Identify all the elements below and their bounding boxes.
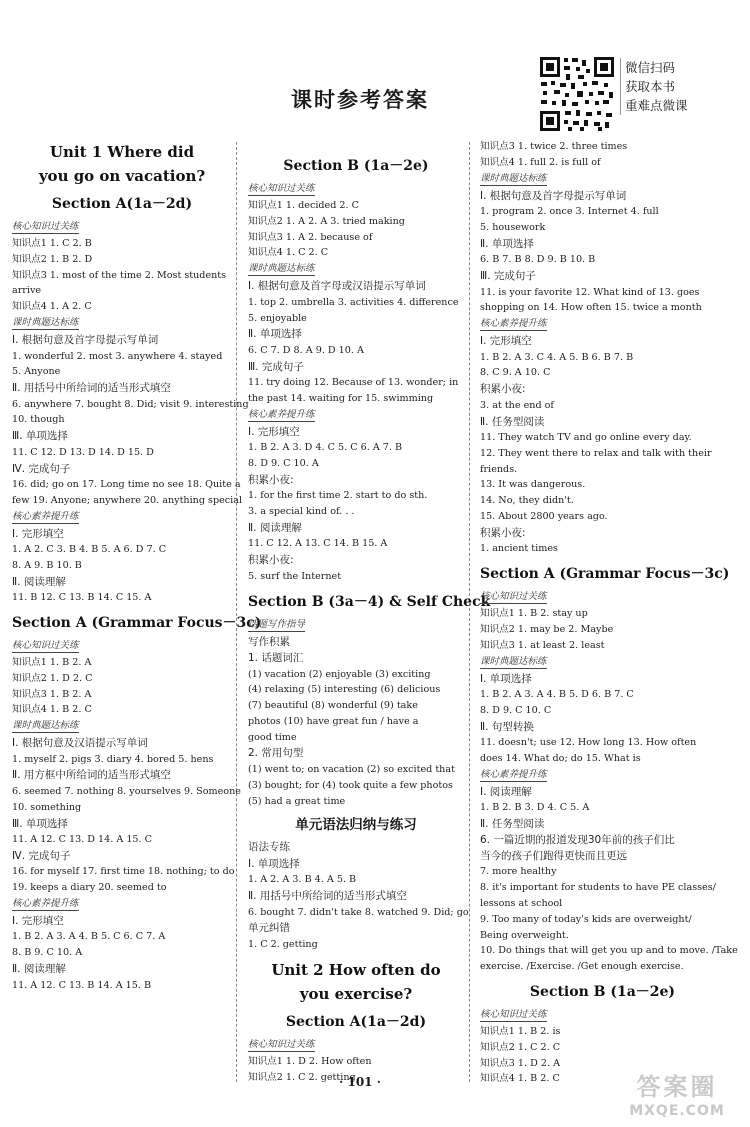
exercise-label: Ⅱ. 阅读理解 bbox=[12, 963, 66, 975]
answer-line: 知识点4 1. B 2. C bbox=[12, 704, 92, 715]
answer-line: 知识点3 1. at least 2. least bbox=[480, 640, 605, 651]
exercise-tag: 核心知识过关练 bbox=[480, 591, 547, 602]
exercise-tag: 核心素养提升练 bbox=[248, 409, 315, 420]
answer-line: 知识点1 1. B 2. A bbox=[12, 657, 92, 668]
watermark-logo-text: 答案圈 bbox=[636, 1073, 718, 1101]
answer-line: 8. D 9. C 10. C bbox=[480, 705, 552, 716]
answer-line: shopping on 14. How often 15. twice a month bbox=[480, 302, 702, 313]
answer-line: (1) vacation (2) enjoyable (3) exciting bbox=[248, 669, 431, 680]
exercise-tag: 课时典题达标练 bbox=[480, 656, 547, 667]
exercise-label: Ⅲ. 单项选择 bbox=[12, 430, 68, 442]
answer-line: 1. C 2. getting bbox=[248, 939, 318, 950]
answer-line: good time bbox=[248, 732, 297, 743]
answer-line: 16. for myself 17. first time 18. nothing; to do bbox=[12, 866, 235, 877]
exercise-tag: 核心素养提升练 bbox=[12, 511, 79, 522]
exercise-label: Ⅱ. 单项选择 bbox=[480, 238, 534, 250]
exercise-label: 积累小夜: bbox=[480, 527, 526, 539]
answer-line: 11. doesn't; use 12. How long 13. How often bbox=[480, 737, 697, 748]
exercise-tag: 课时典题达标练 bbox=[248, 263, 315, 274]
answer-line: (7) beautiful (8) wonderful (9) take bbox=[248, 700, 418, 711]
exercise-label: 1. 话题词汇 bbox=[248, 652, 304, 664]
exercise-label: 单元纠错 bbox=[248, 922, 290, 934]
answer-line: 14. No, they didn't. bbox=[480, 495, 574, 506]
exercise-label: Ⅳ. 完成句子 bbox=[12, 463, 71, 475]
answer-line: 知识点4 1. C 2. C bbox=[248, 247, 329, 258]
exercise-tag: 核心知识过关练 bbox=[248, 1039, 315, 1050]
answer-line: 9. Too many of today's kids are overweight/ bbox=[480, 914, 692, 925]
answer-line: the past 14. waiting for 15. swimming bbox=[248, 393, 434, 404]
exercise-label: 积累小夜: bbox=[248, 554, 294, 566]
answer-line: 1. top 2. umbrella 3. activities 4. difference bbox=[248, 297, 459, 308]
unit-title: Unit 1 Where did bbox=[49, 143, 195, 161]
answer-line: 知识点3 1. B 2. A bbox=[12, 689, 92, 700]
answer-line: 知识点3 1. D 2. A bbox=[480, 1058, 561, 1069]
qr-caption-line: 微信扫码 bbox=[625, 60, 676, 75]
exercise-tag: 话题写作指导 bbox=[248, 619, 306, 630]
answer-line: 15. About 2800 years ago. bbox=[480, 511, 608, 522]
answer-line: 1. B 2. A 3. C 4. A 5. B 6. B 7. B bbox=[480, 352, 634, 363]
answer-line: 8. C 9. A 10. C bbox=[480, 367, 551, 378]
answer-line: 12. They went there to relax and talk with their bbox=[480, 448, 712, 459]
exercise-label: Ⅰ. 完形填空 bbox=[248, 426, 300, 438]
exercise-label: Ⅱ. 用方框中所给词的适当形式填空 bbox=[12, 769, 171, 781]
answer-line: 1. ancient times bbox=[480, 543, 558, 554]
exercise-label: Ⅱ. 用括号中所给词的适当形式填空 bbox=[12, 382, 171, 394]
answer-line: few 19. Anyone; anywhere 20. anything special bbox=[12, 495, 243, 506]
section-heading: Section A (Grammar Focus－3c) bbox=[480, 566, 730, 582]
exercise-label: Ⅰ. 根据句意及首字母或汉语提示写单词 bbox=[248, 280, 426, 292]
answer-line: 5. housework bbox=[480, 222, 546, 233]
answer-line: 知识点1 1. decided 2. C bbox=[248, 200, 359, 211]
answer-line: (1) went to; on vacation (2) so excited that bbox=[248, 764, 455, 775]
answer-line: 3. a special kind of. . . bbox=[248, 506, 355, 517]
answer-line: 11. try doing 12. Because of 13. wonder; in bbox=[248, 377, 459, 388]
answer-line: 知识点2 1. B 2. D bbox=[12, 254, 93, 265]
watermark bbox=[612, 1072, 742, 1124]
exercise-label: Ⅰ. 根据句意及首字母提示写单词 bbox=[12, 334, 159, 346]
answer-line: 11. C 12. A 13. C 14. B 15. A bbox=[248, 538, 388, 549]
answer-line: 1. A 2. C 3. B 4. B 5. A 6. D 7. C bbox=[12, 544, 167, 555]
exercise-label: 积累小夜: bbox=[248, 474, 294, 486]
answer-line: 10. though bbox=[12, 414, 65, 425]
unit-title: you exercise? bbox=[299, 985, 413, 1003]
answer-line: 11. A 12. C 13. B 14. A 15. B bbox=[12, 980, 152, 991]
answer-line: 3. at the end of bbox=[480, 400, 554, 411]
answer-line: 11. A 12. C 13. D 14. A 15. C bbox=[12, 834, 152, 845]
answer-line: 6. B 7. B 8. D 9. B 10. B bbox=[480, 254, 596, 265]
exercise-tag: 核心素养提升练 bbox=[12, 898, 79, 909]
exercise-label: 2. 常用句型 bbox=[248, 747, 304, 759]
answer-line: 1. myself 2. pigs 3. diary 4. bored 5. hens bbox=[12, 754, 214, 765]
exercise-label: 语法专练 bbox=[248, 841, 290, 853]
exercise-tag: 课时典题达标练 bbox=[12, 720, 79, 731]
answer-line: 11. B 12. C 13. B 14. C 15. A bbox=[12, 592, 152, 603]
answer-line: 知识点3 1. twice 2. three times bbox=[480, 141, 628, 152]
exercise-label: Ⅳ. 完成句子 bbox=[12, 850, 71, 862]
exercise-label: Ⅰ. 完形填空 bbox=[12, 528, 64, 540]
page-title: 课时参考答案 bbox=[291, 88, 429, 112]
answer-line: 11. is your favorite 12. What kind of 13. goes bbox=[480, 287, 700, 298]
answer-line: 11. C 12. D 13. D 14. D 15. D bbox=[12, 447, 154, 458]
answer-line: 6. anywhere 7. bought 8. Did; visit 9. interesting bbox=[12, 399, 249, 410]
answer-line: 知识点3 1. most of the time 2. Most students bbox=[12, 270, 227, 281]
answer-line: 知识点2 1. A 2. A 3. tried making bbox=[248, 216, 405, 227]
exercise-label: Ⅰ. 完形填空 bbox=[480, 335, 532, 347]
page-number: · 101 · bbox=[339, 1075, 381, 1089]
answer-line: (5) had a great time bbox=[248, 796, 346, 807]
answer-line: 1. B 2. A 3. D 4. C 5. C 6. A 7. B bbox=[248, 442, 403, 453]
section-heading: 单元语法归纳与练习 bbox=[295, 817, 417, 833]
exercise-label: 积累小夜: bbox=[480, 383, 526, 395]
answer-line: (4) relaxing (5) interesting (6) delicious bbox=[248, 684, 441, 695]
unit-title: you go on vacation? bbox=[38, 167, 206, 185]
section-heading: Section B (1a－2e) bbox=[529, 984, 676, 1000]
answer-line: does 14. What do; do 15. What is bbox=[480, 753, 641, 764]
exercise-label: Ⅰ. 根据句意及汉语提示写单词 bbox=[12, 737, 148, 749]
exercise-tag: 核心知识过关练 bbox=[480, 1009, 547, 1020]
answer-line: 知识点1 1. B 2. stay up bbox=[480, 608, 588, 619]
exercise-tag: 核心知识过关练 bbox=[248, 183, 315, 194]
exercise-label: Ⅲ. 完成句子 bbox=[480, 270, 536, 282]
answer-line: 知识点2 1. D 2. C bbox=[12, 673, 93, 684]
answer-line: 知识点2 1. may be 2. Maybe bbox=[480, 624, 614, 635]
answer-line: (3) bought; for (4) took quite a few photos bbox=[248, 780, 453, 791]
qr-caption-line: 获取本书 bbox=[625, 79, 676, 94]
answer-line: 16. did; go on 17. Long time no see 18. Quite a bbox=[12, 479, 241, 490]
answer-line: 1. B 2. B 3. D 4. C 5. A bbox=[480, 802, 590, 813]
section-heading: Section B (3a－4) & Self Check bbox=[248, 594, 491, 610]
answer-line: exercise. /Exercise. /Get enough exercise. bbox=[480, 961, 684, 972]
answer-line: Being overweight. bbox=[480, 930, 569, 941]
answer-line: 知识点1 1. C 2. B bbox=[12, 238, 92, 249]
answer-line: 6. 一篇近期的报道发现30年前的孩子们比 bbox=[480, 834, 675, 846]
answer-line: 6. bought 7. didn't take 8. watched 9. Did; go bbox=[248, 907, 469, 918]
answer-line: 知识点2 1. C 2. getting bbox=[248, 1072, 356, 1083]
answer-line: lessons at school bbox=[480, 898, 563, 909]
answer-line: 5. Anyone bbox=[12, 366, 61, 377]
section-heading: Section A (Grammar Focus－3c) bbox=[12, 615, 262, 631]
answer-line: 5. enjoyable bbox=[248, 313, 307, 324]
qr-caption-line: 重难点微课 bbox=[625, 98, 688, 113]
answer-line: 1. B 2. A 3. A 4. B 5. D 6. B 7. C bbox=[480, 689, 634, 700]
exercise-tag: 课时典题达标练 bbox=[12, 317, 79, 328]
answer-line: 1. wonderful 2. most 3. anywhere 4. stayed bbox=[12, 351, 223, 362]
exercise-label: 写作积累 bbox=[248, 636, 290, 648]
answer-line: 知识点3 1. A 2. because of bbox=[248, 232, 373, 243]
answer-line: 7. more healthy bbox=[480, 866, 557, 877]
exercise-label: Ⅱ. 任务型阅读 bbox=[480, 818, 545, 830]
answer-line: 11. They watch TV and go online every day. bbox=[480, 432, 692, 443]
section-heading: Section A(1a－2d) bbox=[285, 1014, 427, 1030]
exercise-label: Ⅲ. 单项选择 bbox=[12, 818, 68, 830]
qr-code-icon bbox=[538, 55, 616, 133]
exercise-tag: 核心素养提升练 bbox=[480, 318, 547, 329]
exercise-label: Ⅱ. 单项选择 bbox=[248, 328, 302, 340]
answer-line: 6. seemed 7. nothing 8. yourselves 9. Someone bbox=[12, 786, 241, 797]
answer-line: 当今的孩子们跑得更快而且更远 bbox=[480, 850, 627, 862]
exercise-label: Ⅰ. 单项选择 bbox=[248, 858, 300, 870]
answer-line: 1. for the first time 2. start to do sth. bbox=[248, 490, 428, 501]
exercise-label: Ⅰ. 阅读理解 bbox=[480, 786, 532, 798]
section-heading: Section B (1a－2e) bbox=[283, 158, 429, 174]
exercise-label: Ⅰ. 单项选择 bbox=[480, 673, 532, 685]
answer-line: 1. B 2. A 3. A 4. B 5. C 6. C 7. A bbox=[12, 931, 166, 942]
answer-line: 8. A 9. B 10. B bbox=[12, 560, 82, 571]
unit-title: Unit 2 How often do bbox=[271, 961, 441, 979]
exercise-label: Ⅲ. 完成句子 bbox=[248, 361, 304, 373]
exercise-tag: 核心知识过关练 bbox=[12, 221, 79, 232]
exercise-label: Ⅱ. 任务型阅读 bbox=[480, 416, 545, 428]
answer-line: 6. C 7. D 8. A 9. D 10. A bbox=[248, 345, 364, 356]
answer-line: 8. D 9. C 10. A bbox=[248, 458, 319, 469]
answer-line: 10. Do things that will get you up and to move. /Take bbox=[480, 945, 738, 956]
answer-line: photos (10) have great fun / have a bbox=[248, 716, 419, 727]
answer-line: 10. something bbox=[12, 802, 82, 813]
answer-line: 19. keeps a diary 20. seemed to bbox=[12, 882, 167, 893]
answer-line: 知识点1 1. D 2. How often bbox=[248, 1056, 372, 1067]
qr-caption bbox=[620, 58, 727, 115]
answer-line: 知识点1 1. B 2. is bbox=[480, 1026, 561, 1037]
answer-line: 知识点2 1. C 2. C bbox=[480, 1042, 561, 1053]
answer-line: 知识点4 1. A 2. C bbox=[12, 301, 92, 312]
answer-line: arrive bbox=[12, 285, 42, 296]
answer-line: 知识点4 1. B 2. C bbox=[480, 1073, 560, 1084]
answer-line: 1. A 2. A 3. B 4. A 5. B bbox=[248, 874, 357, 885]
answer-line: friends. bbox=[480, 464, 518, 475]
exercise-label: Ⅱ. 阅读理解 bbox=[12, 576, 66, 588]
answer-line: 13. It was dangerous. bbox=[480, 479, 586, 490]
exercise-tag: 核心知识过关练 bbox=[12, 640, 79, 651]
answer-line: 5. surf the Internet bbox=[248, 571, 342, 582]
exercise-label: Ⅱ. 阅读理解 bbox=[248, 522, 302, 534]
answer-line: 1. program 2. once 3. Internet 4. full bbox=[480, 206, 659, 217]
exercise-label: Ⅰ. 完形填空 bbox=[12, 915, 64, 927]
answer-line: 8. it's important for students to have PE classes/ bbox=[480, 882, 716, 893]
column-divider bbox=[469, 142, 470, 1082]
answer-line: 8. B 9. C 10. A bbox=[12, 947, 83, 958]
exercise-label: Ⅱ. 用括号中所给词的适当形式填空 bbox=[248, 890, 407, 902]
exercise-label: Ⅰ. 根据句意及首字母提示写单词 bbox=[480, 190, 627, 202]
exercise-label: Ⅱ. 句型转换 bbox=[480, 721, 534, 733]
exercise-tag: 核心素养提升练 bbox=[480, 769, 547, 780]
exercise-tag: 课时典题达标练 bbox=[480, 173, 547, 184]
section-heading: Section A(1a－2d) bbox=[51, 196, 193, 212]
answer-line: 知识点4 1. full 2. is full of bbox=[480, 157, 601, 168]
watermark-url: MXQE.COM bbox=[629, 1103, 725, 1119]
column-divider bbox=[236, 142, 237, 1082]
